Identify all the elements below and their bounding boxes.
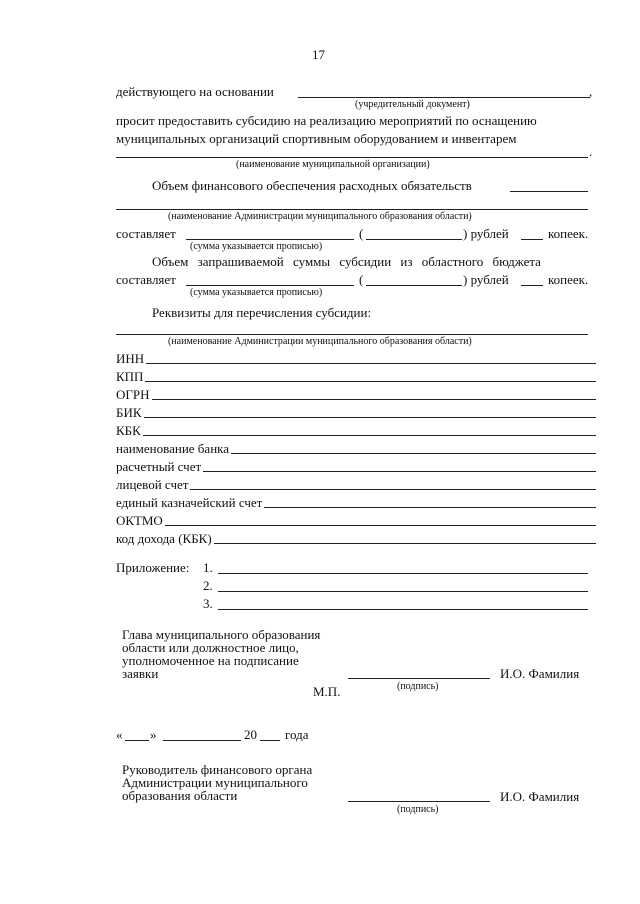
requested-line-1: Объем запрашиваемой суммы субсидии из областного бюджета bbox=[152, 254, 541, 269]
requisite-field[interactable] bbox=[203, 471, 596, 472]
financing-amount-label: составляет bbox=[116, 226, 176, 241]
requisite-field[interactable] bbox=[231, 453, 596, 454]
basis-comma: , bbox=[589, 84, 593, 99]
basis-label: действующего на основании bbox=[116, 84, 274, 99]
requested-rubles-field[interactable] bbox=[366, 285, 462, 286]
requisite-row bbox=[116, 495, 596, 511]
requested-paren-open: ( bbox=[359, 272, 364, 287]
appendix-field-2[interactable] bbox=[218, 591, 588, 592]
financing-kopecks-text: копеек. bbox=[548, 226, 589, 241]
requisite-label: расчетный счет bbox=[116, 459, 202, 474]
requested-words-field[interactable] bbox=[186, 285, 354, 286]
date-quote-open: « bbox=[116, 727, 123, 742]
date-quote-close: » bbox=[150, 727, 157, 742]
head-name: И.О. Фамилия bbox=[500, 666, 580, 681]
finance-title-line-3: образования области bbox=[122, 788, 238, 803]
requisites-admin-caption: (наименование Администрации муниципального образования области) bbox=[168, 336, 472, 347]
organization-caption: (наименование муниципальной организации) bbox=[236, 159, 430, 170]
requisite-field[interactable] bbox=[143, 435, 596, 436]
head-signature-caption: (подпись) bbox=[397, 681, 439, 692]
head-title-line-3: уполномоченное на подписание bbox=[122, 653, 299, 668]
date-day-field[interactable] bbox=[125, 740, 149, 741]
appendix-item-2: 2. bbox=[203, 578, 213, 593]
appendix-label: Приложение: bbox=[116, 560, 190, 575]
financing-field-2[interactable] bbox=[116, 209, 588, 210]
requisite-label: ОКТМО bbox=[116, 513, 163, 528]
requisite-label: единый казначейский счет bbox=[116, 495, 263, 510]
head-title-line-2: области или должностное лицо, bbox=[122, 640, 299, 655]
basis-caption: (учредительный документ) bbox=[355, 99, 470, 110]
requisites-admin-field[interactable] bbox=[116, 334, 588, 335]
requisite-label: код дохода (КБК) bbox=[116, 531, 212, 546]
requisite-row bbox=[116, 531, 596, 547]
financing-kopecks-field[interactable] bbox=[521, 239, 543, 240]
requisite-row bbox=[116, 459, 596, 475]
basis-field[interactable] bbox=[298, 97, 590, 98]
requisite-field[interactable] bbox=[190, 489, 596, 490]
request-dot: . bbox=[589, 144, 593, 159]
head-title-line-1: Глава муниципального образования bbox=[122, 627, 321, 642]
finance-title-line-2: Администрации муниципального bbox=[122, 775, 308, 790]
requisite-label: ИНН bbox=[116, 351, 145, 366]
appendix-field-1[interactable] bbox=[218, 573, 588, 574]
requisite-label: БИК bbox=[116, 405, 142, 420]
requisites-title: Реквизиты для перечисления субсидии: bbox=[152, 305, 372, 320]
finance-name: И.О. Фамилия bbox=[500, 789, 580, 804]
requested-kopecks-field[interactable] bbox=[521, 285, 543, 286]
requisite-field[interactable] bbox=[264, 507, 596, 508]
appendix-item-1: 1. bbox=[203, 560, 213, 575]
financing-words-caption: (сумма указывается прописью) bbox=[190, 241, 323, 252]
date-year-suffix: года bbox=[285, 727, 309, 742]
requested-words-caption: (сумма указывается прописью) bbox=[190, 287, 323, 298]
requisite-row bbox=[116, 477, 596, 493]
requested-amount-label: составляет bbox=[116, 272, 176, 287]
requisite-row bbox=[116, 369, 596, 385]
financing-rubles-text: ) рублей bbox=[463, 226, 509, 241]
financing-admin-caption: (наименование Администрации муниципального образования области) bbox=[168, 211, 472, 222]
date-month-field[interactable] bbox=[163, 740, 241, 741]
requisite-row bbox=[116, 513, 596, 529]
requisite-row bbox=[116, 441, 596, 457]
requisite-field[interactable] bbox=[214, 543, 596, 544]
requisite-row bbox=[116, 423, 596, 439]
finance-signature-caption: (подпись) bbox=[397, 804, 439, 815]
requisite-field[interactable] bbox=[165, 525, 596, 526]
requested-kopecks-text: копеек. bbox=[548, 272, 589, 287]
financing-rubles-field[interactable] bbox=[366, 239, 462, 240]
finance-title-line-1: Руководитель финансового органа bbox=[122, 762, 313, 777]
requisite-row bbox=[116, 405, 596, 421]
requisite-field[interactable] bbox=[144, 417, 596, 418]
financing-words-field[interactable] bbox=[186, 239, 354, 240]
requisite-label: КПП bbox=[116, 369, 144, 384]
requisite-row bbox=[116, 387, 596, 403]
appendix-field-3[interactable] bbox=[218, 609, 588, 610]
financing-field-1[interactable] bbox=[510, 191, 588, 192]
requested-rubles-text: ) рублей bbox=[463, 272, 509, 287]
organization-field[interactable] bbox=[116, 157, 588, 158]
date-year-prefix: 20 bbox=[244, 727, 257, 742]
requisite-field[interactable] bbox=[145, 381, 596, 382]
requisite-label: наименование банка bbox=[116, 441, 230, 456]
stamp-label: М.П. bbox=[313, 684, 341, 699]
requisite-label: КБК bbox=[116, 423, 141, 438]
requisite-row bbox=[116, 351, 596, 367]
page-number: 17 bbox=[312, 47, 325, 62]
requisite-label: лицевой счет bbox=[116, 477, 189, 492]
head-title-line-4: заявки bbox=[122, 666, 159, 681]
requisite-field[interactable] bbox=[146, 363, 596, 364]
requisite-label: ОГРН bbox=[116, 387, 150, 402]
financing-paren-open: ( bbox=[359, 226, 364, 241]
request-line-2: муниципальных организаций спортивным оборудованием и инвентарем bbox=[116, 131, 517, 146]
head-signature-field[interactable] bbox=[348, 678, 490, 679]
finance-signature-field[interactable] bbox=[348, 801, 490, 802]
date-year-field[interactable] bbox=[260, 740, 280, 741]
financing-label: Объем финансового обеспечения расходных обязательств bbox=[152, 178, 472, 193]
appendix-item-3: 3. bbox=[203, 596, 213, 611]
request-line-1: просит предоставить субсидию на реализацию мероприятий по оснащению bbox=[116, 113, 537, 128]
requisite-field[interactable] bbox=[152, 399, 596, 400]
